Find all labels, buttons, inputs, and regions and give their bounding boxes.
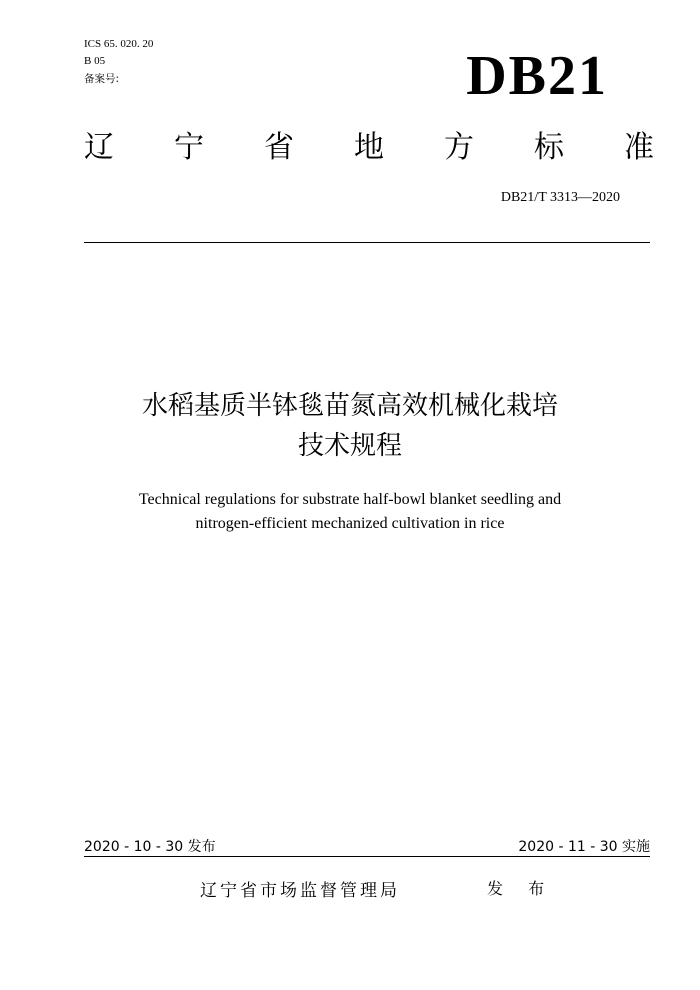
title-en-line1: Technical regulations for substrate half-bowl blanket seedling and	[138, 491, 562, 508]
standard-type-char: 宁	[174, 130, 204, 165]
standard-type-char: 准	[624, 130, 654, 165]
standard-type-char: 地	[354, 130, 384, 165]
ccs-code: B 05	[84, 55, 106, 67]
standard-type	[84, 128, 654, 168]
standard-type-char: 方	[444, 130, 474, 165]
issuer-name: 辽宁省市场监督管理局	[200, 881, 400, 901]
standard-type-char: 辽	[84, 130, 114, 165]
standard-number: DB21/T 3313—2020	[500, 190, 620, 205]
publish-label: 发 布	[487, 879, 555, 898]
db-code-logo: DB21	[466, 45, 608, 107]
header-divider	[84, 242, 650, 243]
footer-divider	[84, 856, 650, 857]
issue-date: 2020 - 10 - 30 发布	[84, 839, 216, 855]
title-en-line2: nitrogen-efficient mechanized cultivation in rice	[195, 515, 505, 532]
title-cn-line2: 技术规程	[297, 431, 402, 461]
standard-type-char: 标	[534, 130, 564, 165]
implement-date: 2020 - 11 - 30 实施	[518, 839, 650, 855]
standard-type-char: 省	[264, 130, 294, 165]
filing-number-label: 备案号:	[84, 73, 120, 85]
title-cn-line1: 水稻基质半钵毯苗氮高效机械化栽培	[141, 391, 558, 421]
ics-code: ICS 65. 020. 20	[84, 38, 154, 50]
